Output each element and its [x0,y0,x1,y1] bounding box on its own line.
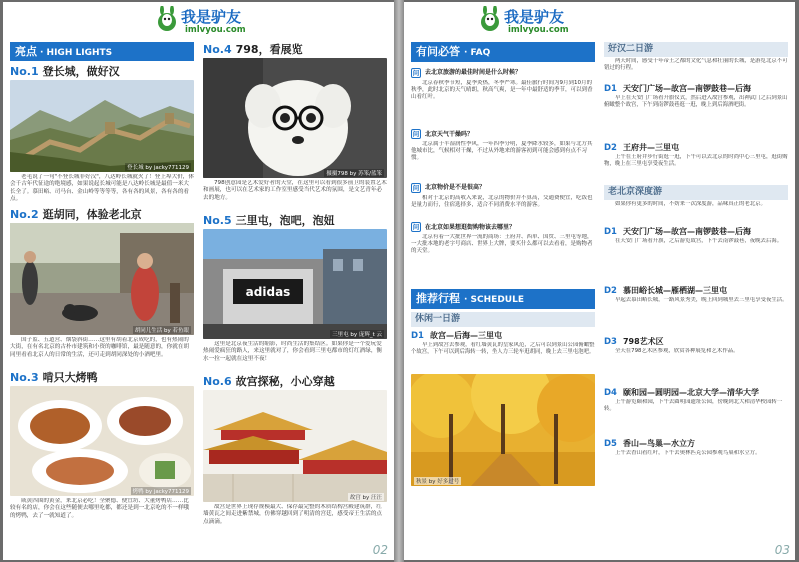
trip-c-label: 老北京深度游 [604,185,788,200]
photo-caption: 故宫 by 汪汪 [349,495,382,501]
day-number: D1 [604,84,617,94]
donkey-logo-icon [478,6,502,34]
great-wall-photo [10,80,194,172]
photo-caption: 胡同儿生活 by 若鱼眼 [134,328,189,334]
photo-caption: 烤鸭 by jacky771129 [132,489,189,495]
day-heading [604,438,788,449]
faq-answer: 北京有着一大批世界一流的商场：王府井、西单、国贸、三里屯等地，一大批本地的老字号商店、世界上大牌，要买什么都可以去看看，是购物者的天堂。 [411,234,593,255]
day-text: 在天安门广场看升旗，之后游览故宫，下午去南锣鼓巷，夜晚去后海。 [615,238,783,244]
item-heading-4 [203,42,387,58]
day-heading [604,336,788,347]
day-number: D2 [604,286,617,296]
day-heading [604,226,788,237]
item-text: 798创意园是艺术爱好者的天堂，在这里可以看到很多前卫的装置艺术和画展，也可以在艺术家的工作室里感受当代艺术的氛围，是文艺青年必去的地方。 [203,180,387,201]
right-column-1 [411,42,595,486]
item-text: 这里是北京夜生活的缩影，时尚生活的集结区。如果你是一个爱玩爱热闹爱疯狂的路人，来这里就对了，你会看到三里屯都市的灯红酒绿，衡水一拉一起就在这里不夜！ [203,341,383,362]
faq-answer: 北京春秋季节短，夏季炎热，冬季严寒。最佳旅行时间为9月到10月的秋季，此时北京的天气晴朗，秋高气爽，是一年中最舒适的季节，可以到香山看红叶。 [411,79,593,100]
question-text: 在北京如果想逛街购物该去哪里？ [425,223,516,231]
question-icon: 问 [412,130,420,138]
right-column-2 [604,42,788,478]
forbidden-city-image [203,390,387,502]
item-text: 故宫是世界上现存规模最大、保存最完整的木质结构宫殿建筑群，红墙黄瓦之间走进紫禁城，仿佛穿越回到了明清的宫廷，感受帝王生活的点点滴滴。 [203,504,383,525]
item-number: No.6 [203,375,232,388]
day-heading [604,83,788,94]
left-column-1 [10,42,194,522]
item-title: 三里屯，泡吧，泡妞 [235,214,335,227]
faq-bar [411,42,595,62]
roast-duck-image [10,386,194,496]
day-number: D2 [604,143,617,153]
item-number: No.4 [203,43,232,56]
page-number: 02 [372,543,388,557]
item-text: 老毛说了一句"不登长城非好汉"，八达岭长城就火了！登上埠大价，体会千古年代征途的绝境感，如果说起长城可能是八达岭长城是最值一米大长全了。慕田峪、司马台、金山岭等等等等，各有各的风景，各有各的看点。 [10,174,194,202]
photo-caption: 登长城 by jacky771129 [127,165,189,171]
roast-duck-photo [10,386,194,496]
item-title: 登长城，做好汉 [42,65,120,78]
item-heading-2 [10,207,194,223]
trip-b-intro: 两天时间，感受千年帝王之都的文化气息和壮丽的长城，是游览北京不可错过的行程。 [604,58,788,71]
schedule-bar [411,289,595,309]
faq-title: 有问必答 [416,45,460,58]
question-text: 去北京旅游的最佳时间是什么时候？ [425,69,522,76]
question-icon: 问 [412,68,420,77]
item-heading-3 [10,370,194,386]
day-text: 早上在天安门广场看升旗仪式，然后进入故宫参观，出神武门之后到景山俯瞰整个故宫，下午到南锣鼓巷逛一逛，晚上到后海酒吧街。 [604,95,788,108]
day-title: 慕田峪长城—雁栖湖—三里屯 [622,286,727,295]
ginkgo-image [411,374,595,486]
sanlitun-photo [203,229,387,339]
item-heading-1 [10,64,194,80]
page-gutter [394,0,404,562]
day-text: 上午在王府井步行街逛一逛，下午可以去北京的时尚中心三里屯，逛街购物，晚上在三里屯享受夜生活。 [604,154,788,167]
highlights-bar [10,42,194,61]
faq-question [411,67,595,78]
schedule-subtitle: · SCHEDULE [464,295,524,305]
page-number: 03 [774,543,790,557]
highlights-subtitle: · HIGH LIGHTS [40,48,113,58]
photo-caption: 摄摄798 by 苏笨/蓝笨 [326,171,382,177]
day-heading [411,330,595,341]
trip-c-intro: 如果你有更多的时间，不妨来一次深度游，品味真正的老北京。 [615,201,766,207]
donkey-logo-icon [155,6,179,34]
highlights-title: 亮点 [15,45,37,58]
sanlitun-image [203,229,387,339]
day-text: 上午游览颐和园，下午去圆明园遗址公园，傍晚到北大和清华校园转一转。 [604,399,783,412]
item-title: 逛胡同，体验老北京 [42,208,142,221]
item-title: 啃只大烤鸭 [42,371,98,384]
brand-logo [3,4,394,40]
trip-b-label: 好汉二日游 [604,42,788,57]
brand-url: imlvyou.com [185,25,246,35]
right-page [404,2,795,560]
day-heading [604,387,788,398]
faq-answer: 相对于北京的高收入来说，北京的物价并不算高，交通费便宜，吃饭也是量力而行，住宿选择多，适合不同消费水平的游客。 [411,194,593,208]
day-title: 香山—鸟巢—水立方 [622,439,695,448]
hutong-image [10,223,194,335]
brand-logo [404,4,795,40]
day-text: 早起去慕田峪长城，一路风景秀美，晚上回到城里去三里屯享受夜生活。 [615,297,788,303]
day-title: 天安门广场—故宫—南锣鼓巷—后海 [622,227,751,236]
day-title: 798艺术区 [622,337,664,346]
brand-name: 我是驴友 [181,8,242,26]
798-poodle-photo [203,58,387,178]
item-text: 咸黄四围的黄金，来北京必吃！全聚德、便宜坊、大董烤鸭店……比较有名的店，你会在这些随便去哪里吃都，都还是到一北京吃的不一样哦的烤鸭，去了一就知道了。 [10,498,190,519]
photo-caption: 秋景 by 好多过号 [416,479,460,485]
day-title: 天安门广场—故宫—南锣鼓巷—后海 [622,84,751,93]
day-number: D1 [604,227,617,237]
great-wall-image [10,80,194,172]
day-text: 早上到故宫去参观，看红墙黄瓦的皇家风范，之后可以到景山公园俯瞰整个故宫，下午可以到后海转一转，坐人力三轮车逛胡同，晚上去三里屯泡吧。 [411,342,595,355]
day-heading [604,142,788,153]
item-title: 798，看展览 [235,43,303,56]
question-icon: 问 [412,223,420,231]
faq-question [411,222,595,233]
poodle-image [203,58,387,178]
autumn-ginkgo-photo [411,374,595,486]
day-number: D4 [604,388,617,398]
day-title: 王府井—三里屯 [622,143,679,152]
item-title: 故宫探秘，小心穿越 [235,375,335,388]
photo-caption: 三里屯 by 庞辉_t 云 [332,332,382,338]
brand-url: imlvyou.com [508,25,569,35]
item-text: 国子监、五道营、烟袋斜街……这里有胡着北京成吃的，也有热闹的大街，在有名北京的古朴市建筑和小资的咖啡馆，最是随意的，你就在胡同里看看北京人的日常的生活，还可走到胡同深处的小酒吧里。 [10,337,190,358]
brand-name: 我是驴友 [504,8,565,26]
item-number: No.3 [10,371,39,384]
schedule-title: 推荐行程 [416,292,460,305]
faq-question [411,129,595,140]
left-column-2 [203,42,387,530]
day-number: D5 [604,439,617,449]
day-number: D1 [411,331,424,341]
faq-question [411,182,595,193]
item-heading-6 [203,374,387,390]
left-page [3,2,394,560]
day-title: 颐和园—圆明园—北京大学—清华大学 [622,388,759,397]
question-text: 北京天气干燥吗？ [425,130,474,138]
faq-answer: 北京属于半湿润性季风，一年四季分明，夏季降水较多，如果与北方其他城市比，气候相对干燥，不过从外地来的游客初到可能会感到有点不习惯。 [411,141,593,162]
question-text: 北京物价是不是很高？ [425,184,486,191]
item-number: No.2 [10,208,39,221]
day-number: D3 [604,337,617,347]
forbidden-city-photo [203,390,387,502]
day-text: 上午去香山看红叶，下午去奥林匹克公园参观鸟巢和水立方。 [615,450,761,456]
item-number: No.5 [203,214,232,227]
day-heading [604,285,788,296]
day-text: 全天在798艺术区参观，欣赏各种展览和艺术作品。 [615,348,739,354]
svg-text:adidas: adidas [245,285,291,299]
day-title: 故宫—后海—三里屯 [429,331,502,340]
item-number: No.1 [10,65,39,78]
faq-subtitle: · FAQ [464,48,491,58]
item-heading-5 [203,213,387,229]
trip-a-label: 休闲一日游 [411,312,595,327]
hutong-photo [10,223,194,335]
question-icon: 问 [412,183,420,192]
